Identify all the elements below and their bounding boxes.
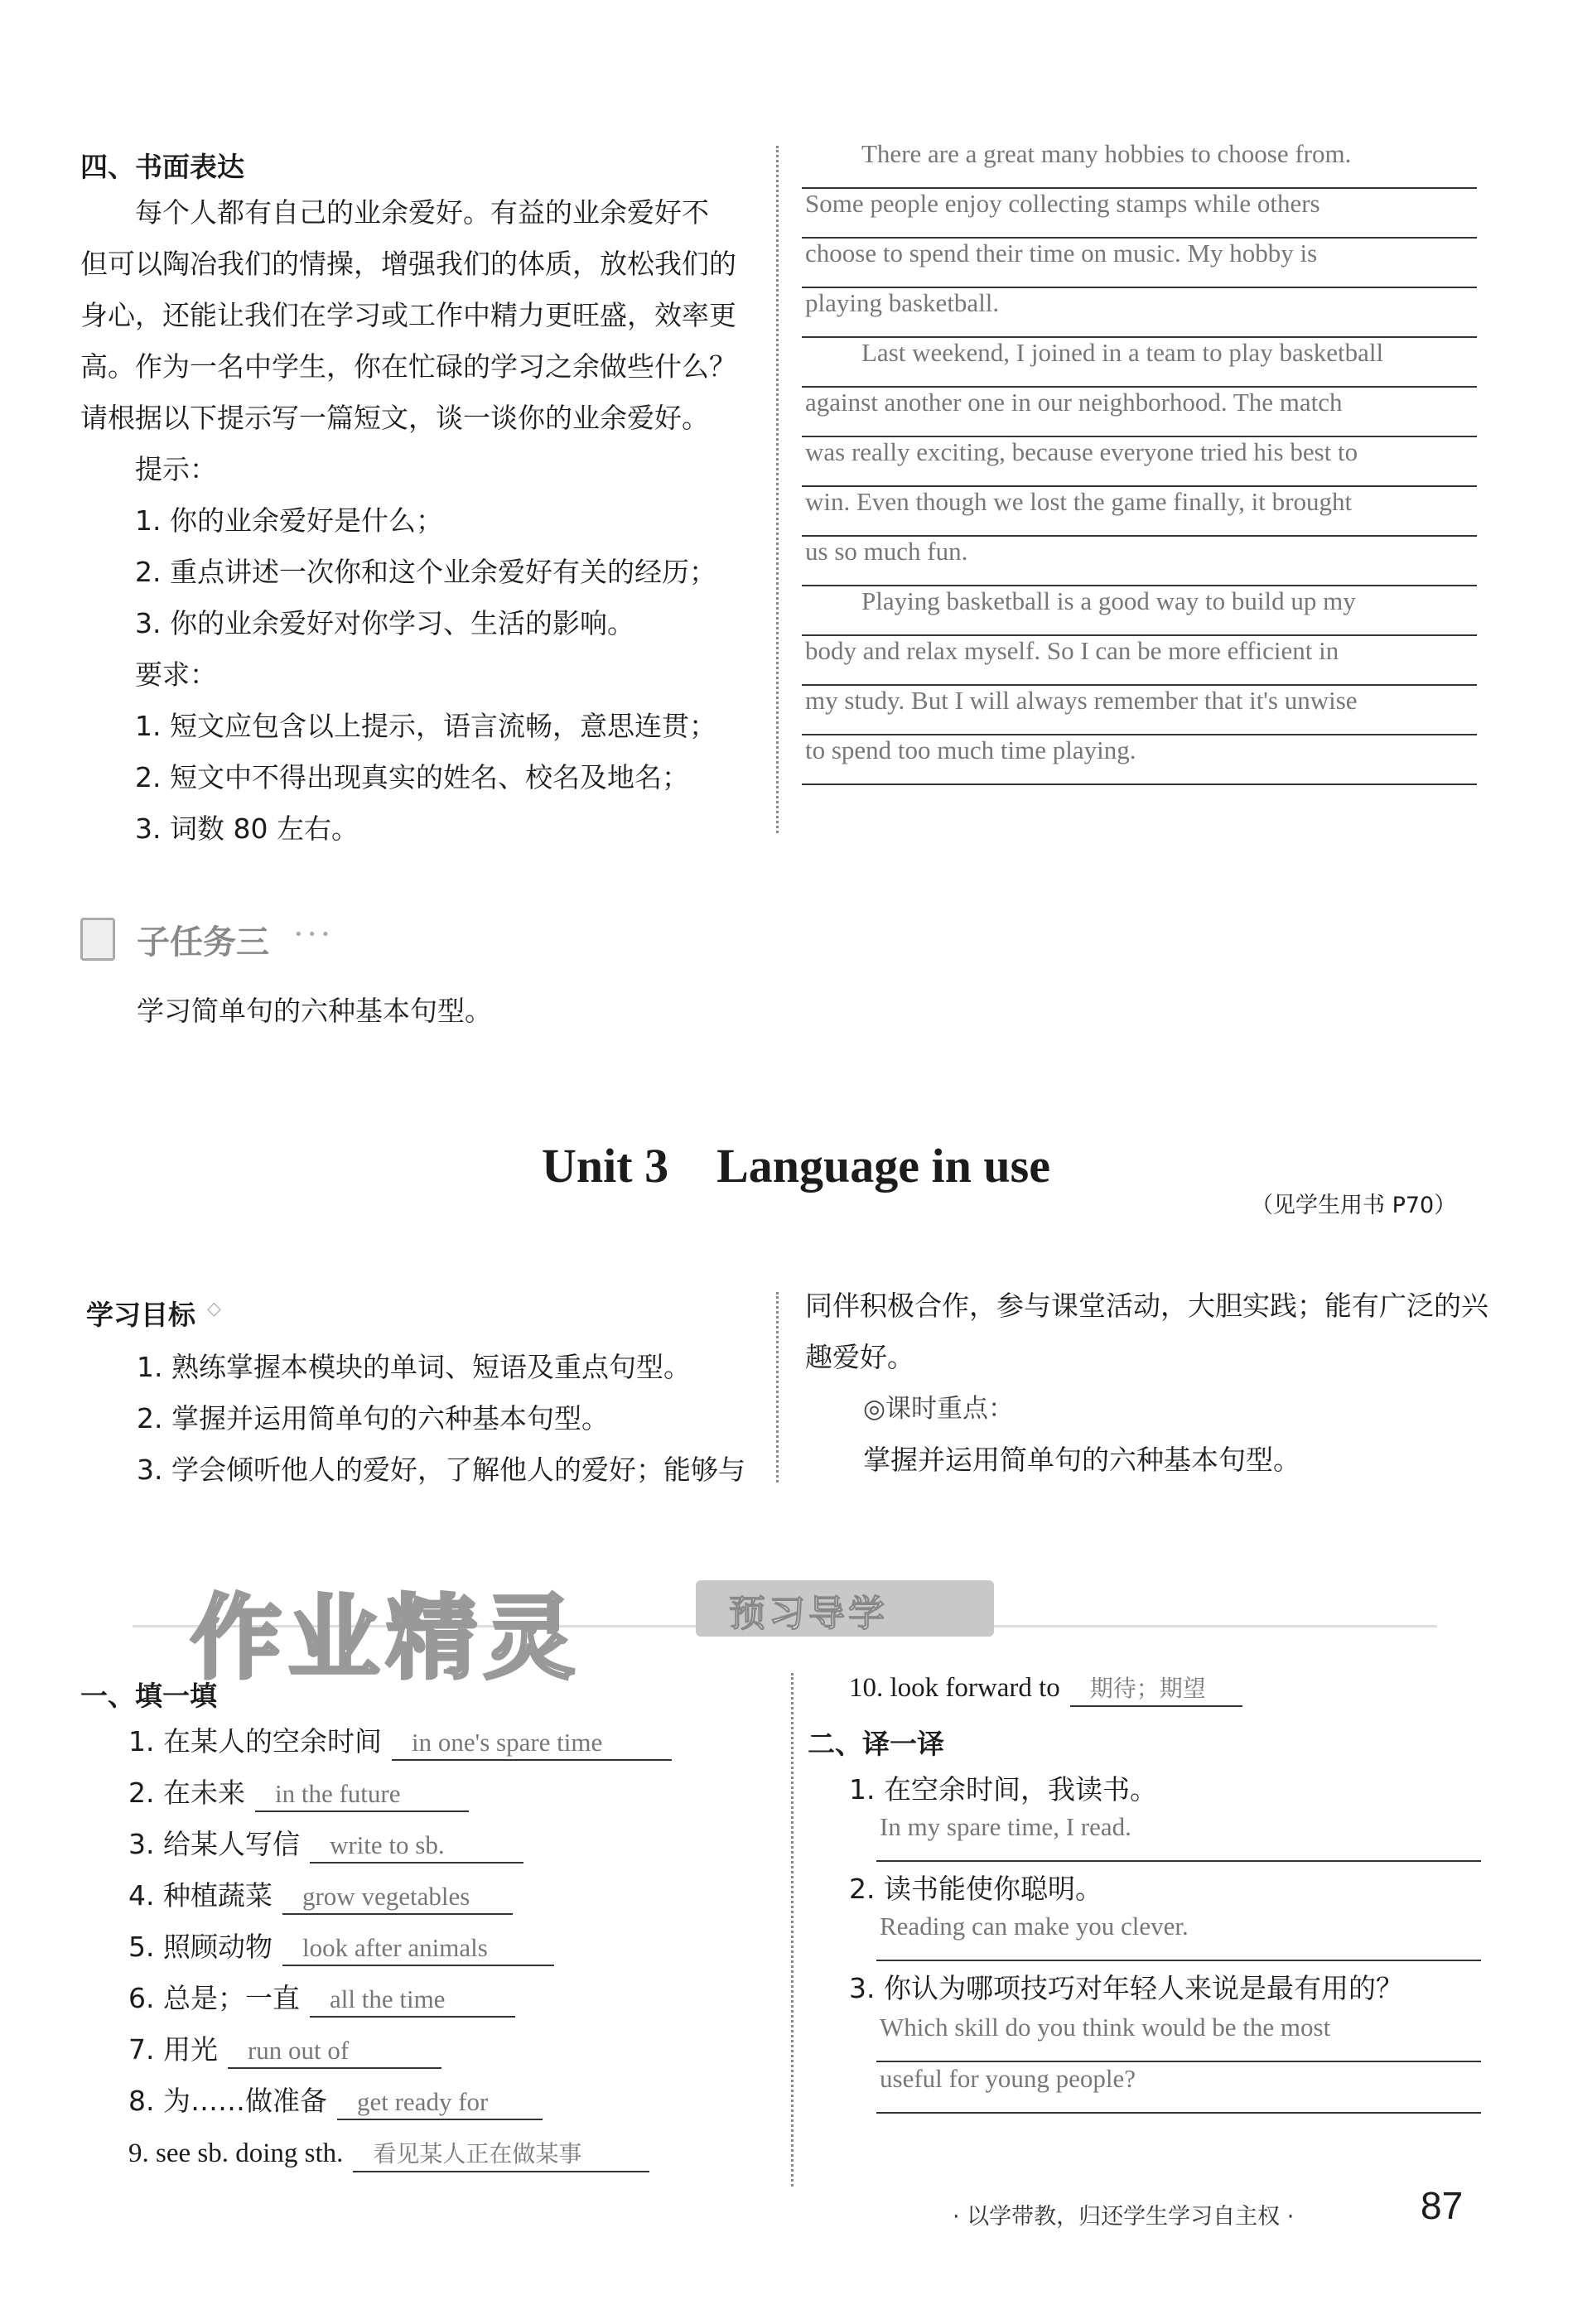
- prompt-line: 但可以陶冶我们的情操，增强我们的体质，放松我们的: [80, 248, 736, 280]
- watermark: 作业精灵: [191, 1585, 581, 1691]
- page-number: 87: [1421, 2184, 1464, 2227]
- key-label: ◎课时重点：: [863, 1394, 1015, 1424]
- prompt-line: 每个人都有自己的业余爱好。有益的业余爱好不: [135, 196, 709, 229]
- fill-in-item: [128, 1870, 672, 1921]
- prompt-line: 身心，还能让我们在学习或工作中精力更旺盛，效率更: [80, 299, 736, 331]
- fill-in-answer[interactable]: write to sb.: [310, 1829, 523, 1864]
- objective-item: 1. 熟练掌握本模块的单词、短语及重点句型。: [137, 1351, 691, 1383]
- fill-in-prompt: 5. 照顾动物: [128, 1931, 273, 1963]
- translate-answer[interactable]: In my spare time, I read.: [876, 1812, 1481, 1862]
- fill-in-item: [128, 1767, 672, 1819]
- essay-line: to spend too much time playing.: [802, 735, 1477, 785]
- fill-in-prompt: 1. 在某人的空余时间: [128, 1725, 382, 1757]
- subtask-dots: • • •: [294, 926, 330, 943]
- exercise-divider: [791, 1673, 794, 2187]
- writing-heading: 四、书面表达: [80, 151, 244, 183]
- objective-continuation-line: 同伴积极合作，参与课堂活动，大胆实践；能有广泛的兴: [805, 1290, 1488, 1322]
- objective-continuation-line: 趣爱好。: [805, 1341, 914, 1373]
- translate-answer[interactable]: useful for young people?: [876, 2064, 1481, 2114]
- objectives-continuation: [805, 1280, 1488, 1486]
- unit-reference: （见学生用书 P70）: [1251, 1193, 1457, 1218]
- fill-in-answer[interactable]: in the future: [255, 1777, 469, 1812]
- objective-item: 2. 掌握并运用简单句的六种基本句型。: [137, 1402, 609, 1434]
- fill-in-item: [128, 2076, 672, 2127]
- fill-in-prompt: 6. 总是；一直: [128, 1982, 300, 2014]
- hint-item: 1. 你的业余爱好是什么；: [135, 504, 443, 537]
- fill-in-list: [128, 1716, 672, 2179]
- subtask-title: 子任务三: [137, 923, 269, 962]
- fill-in-prompt: 7. 用光: [128, 2033, 218, 2066]
- fill-in-item: [128, 1716, 672, 1767]
- translate-item-1-prompt: 1. 在空余时间，我读书。: [849, 1773, 1157, 1806]
- unit-title: Unit 3 Language in use: [542, 1139, 1050, 1193]
- requirement-item: 2. 短文中不得出现真实的姓名、校名及地名；: [135, 761, 689, 793]
- essay-line: was really exciting, because everyone tried his best to: [802, 437, 1477, 487]
- essay-line: playing basketball.: [802, 288, 1477, 338]
- hint-item: 3. 你的业余爱好对你学习、生活的影响。: [135, 607, 634, 639]
- objective-item: 3. 学会倾听他人的爱好，了解他人的爱好；能够与: [137, 1454, 745, 1486]
- objectives-icon: ◇: [207, 1299, 221, 1319]
- fill-in-item: [128, 1921, 672, 1973]
- fill-in-answer[interactable]: all the time: [310, 1983, 515, 2018]
- essay-line: my study. But I will always remember that it's unwise: [802, 686, 1477, 735]
- essay-line: body and relax myself. So I can be more efficient in: [802, 636, 1477, 686]
- fill-in-item: [128, 1973, 672, 2024]
- fill-in-item: [128, 2127, 672, 2179]
- objectives-list: [137, 1342, 745, 1496]
- subtask-content: 学习简单句的六种基本句型。: [137, 995, 492, 1027]
- essay-line: win. Even though we lost the game finally, it brought: [802, 487, 1477, 537]
- essay-line: Some people enjoy collecting stamps while others: [802, 189, 1477, 239]
- requirements-label: 要求：: [135, 658, 217, 691]
- translate-item-2-prompt: 2. 读书能使你聪明。: [849, 1873, 1102, 1905]
- writing-prompt: [80, 187, 736, 855]
- fill-in-prompt: 4. 种植蔬菜: [128, 1879, 273, 1912]
- essay-line: choose to spend their time on music. My hobby is: [802, 239, 1477, 288]
- hint-item: 2. 重点讲述一次你和这个业余爱好有关的经历；: [135, 556, 716, 588]
- objectives-heading: 学习目标: [86, 1299, 195, 1331]
- essay-line: against another one in our neighborhood. The match: [802, 388, 1477, 437]
- fill-in-answer[interactable]: in one's spare time: [392, 1726, 672, 1761]
- translate-answer[interactable]: Reading can make you clever.: [876, 1912, 1481, 1961]
- fill-in-answer[interactable]: 期待；期望: [1070, 1672, 1242, 1707]
- subtask-icon: [80, 918, 115, 961]
- essay-line: There are a great many hobbies to choose from.: [802, 139, 1477, 189]
- fill-in-prompt: 10. look forward to: [849, 1673, 1060, 1703]
- fill-in-answer[interactable]: look after animals: [282, 1931, 554, 1966]
- fill-in-item: [128, 2024, 672, 2076]
- fill-in-answer[interactable]: grow vegetables: [282, 1880, 513, 1915]
- prompt-line: 请根据以下提示写一篇短文，谈一谈你的业余爱好。: [80, 402, 709, 434]
- hints-label: 提示：: [135, 453, 217, 485]
- translate-heading: 二、译一译: [808, 1728, 944, 1760]
- translate-answer[interactable]: Which skill do you think would be the most: [876, 2013, 1481, 2062]
- essay-line: Last weekend, I joined in a team to play basketball: [802, 338, 1477, 388]
- fill-in-heading: 一、填一填: [80, 1680, 217, 1712]
- translate-item-3-prompt: 3. 你认为哪项技巧对年轻人来说是最有用的？: [849, 1972, 1403, 2004]
- objectives-divider: [776, 1292, 779, 1483]
- prompt-line: 高。作为一名中学生，你在忙碌的学习之余做些什么？: [80, 350, 736, 383]
- fill-in-prompt: 2. 在未来: [128, 1777, 245, 1809]
- fill-in-prompt: 3. 给某人写信: [128, 1828, 300, 1860]
- requirement-item: 1. 短文应包含以上提示，语言流畅，意思连贯；: [135, 710, 716, 742]
- fill-in-answer[interactable]: run out of: [228, 2034, 441, 2069]
- fill-in-prompt: 8. 为……做准备: [128, 2085, 327, 2117]
- footer-slogan: · 以学带教，归还学生学习自主权 ·: [953, 2204, 1295, 2230]
- key-point: 掌握并运用简单句的六种基本句型。: [863, 1444, 1300, 1476]
- fill-in-item-10: [849, 1661, 1242, 1714]
- essay-line: Playing basketball is a good way to build up my: [802, 586, 1477, 636]
- column-divider: [776, 146, 779, 833]
- essay-answer: [802, 139, 1477, 785]
- fill-in-answer[interactable]: 看见某人正在做某事: [353, 2138, 649, 2172]
- fill-in-prompt: 9. see sb. doing sth.: [128, 2138, 344, 2168]
- fill-in-item: [128, 1819, 672, 1870]
- fill-in-answer[interactable]: get ready for: [337, 2085, 543, 2120]
- essay-line: us so much fun.: [802, 537, 1477, 586]
- banner-label: 预习导学: [729, 1593, 888, 1635]
- requirement-item: 3. 词数 80 左右。: [135, 812, 359, 845]
